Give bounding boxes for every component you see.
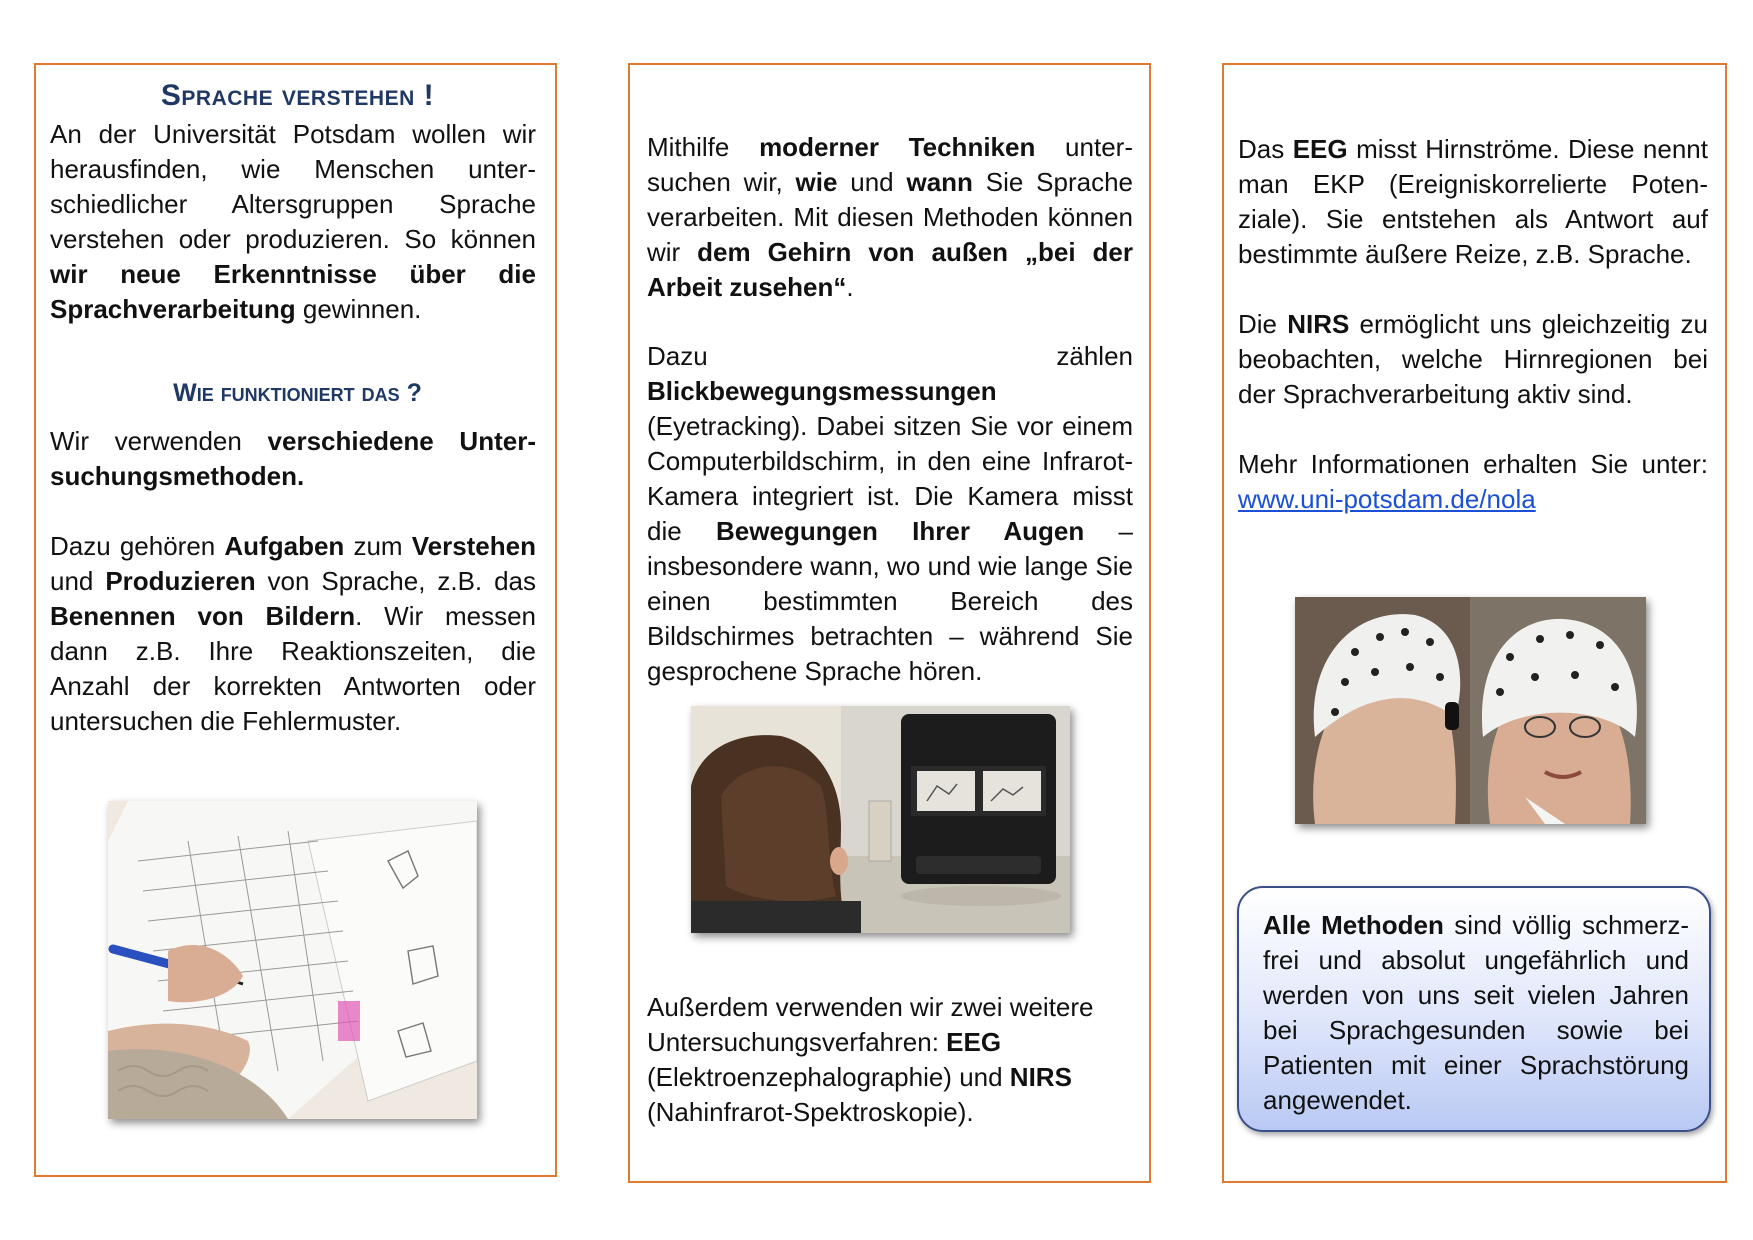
eyetracking-paragraph: Dazu zählen Blickbewegungsmessungen (Eyetracking). Dabei sitzen Sie vor einem Computerbildschirm, in den eine Infrarot-Kamera integriert ist. Die Kamera misst die Bewegungen Ihrer Augen – insbesondere wann, wo und wie lange Sie einen bestimmten Bereich des Bildschirmes betrachten – während Sie gesprochene Sprache hören.	[647, 341, 1133, 686]
callout-text: Alle Methoden sind völlig schmerzfrei und absolut ungefährlich und werden von uns seit vielen Jahren bei Sprachgesunden sowie bei Patienten mit einer Sprachstörung angewendet.	[1263, 910, 1689, 1115]
section-heading: Wie funktioniert das ?	[173, 379, 422, 407]
further-methods-paragraph: Außerdem verwenden wir zwei weitere Untersuchungsverfahren: EEG (Elektroenzephalographie) und NIRS (Nahinfrarot-Spektroskopie).	[647, 992, 1094, 1127]
nirs-paragraph: Die NIRS ermöglicht uns gleichzeitig zu beobachten, welche Hirnregionen bei der Sprachverarbeitung aktiv sind.	[1238, 309, 1708, 409]
panel-middle	[628, 63, 1151, 1183]
eeg-paragraph: Das EEG misst Hirnströme. Diese nennt man EKP (Ereigniskorrelierte Potenziale). Sie entstehen als Antwort auf bestimmte äußere Reize, z.B. Sprache.	[1238, 134, 1708, 269]
intro-paragraph: An der Universität Potsdam wollen wir herausfinden, wie Menschen unterschiedlicher Altersgruppen Sprache verstehen oder produzieren. So können wir neue Erkenntnisse über die Sprachverarbeitung gewinnen.	[50, 119, 536, 324]
test-sheet-photo	[108, 801, 477, 1119]
more-info-paragraph: Mehr Informationen erhalten Sie unter: www.uni-potsdam.de/nola	[1238, 449, 1708, 514]
tasks-paragraph: Dazu gehören Aufgaben zum Verstehen und Produzieren von Sprache, z.B. das Benennen von Bildern. Wir messen dann z.B. Ihre Reaktionszeiten, die Anzahl der korrekten Antworten oder untersuchen die Fehlermuster.	[50, 531, 537, 736]
techniques-paragraph: Mithilfe moderner Techniken untersuchen wir, wie und wann Sie Sprache verarbeiten. Mit diesen Methoden können wir dem Gehirn von außen „bei der Arbeit zusehen“.	[647, 132, 1133, 302]
safety-callout	[1237, 886, 1711, 1132]
page-title: Sprache verstehen !	[160, 79, 435, 112]
info-link[interactable]: www.uni-potsdam.de/nola	[1238, 484, 1536, 514]
eeg-cap-photo	[1295, 597, 1646, 824]
methods-paragraph: Wir verwenden verschiedene Untersuchungsmethoden.	[50, 426, 537, 491]
eyetracking-photo	[691, 706, 1070, 933]
